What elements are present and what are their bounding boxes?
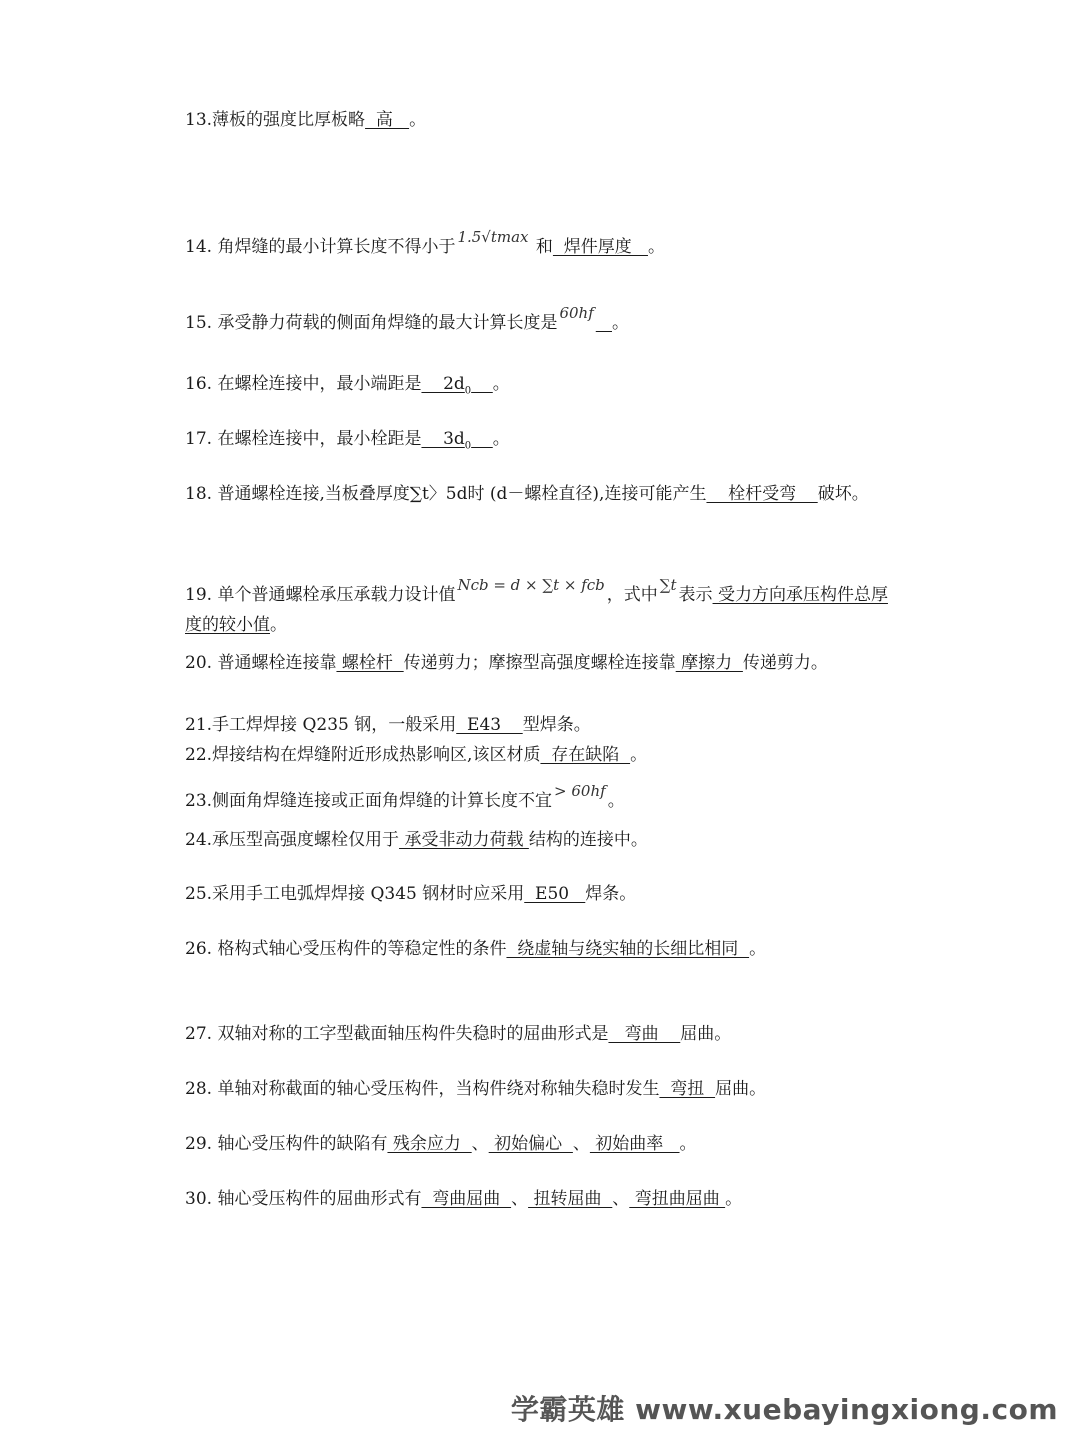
question-13: 13.薄板的强度比厚板略 高 。 (185, 110, 427, 130)
answer-blank-1: 残余应力 (387, 1134, 472, 1154)
answer-blank: 受力方向承压构件总厚度的较小值 (185, 585, 888, 635)
answer-blank: 栓杆受弯 (706, 484, 818, 504)
answer-blank: 绕虚轴与绕实轴的长细比相同 (506, 939, 750, 959)
question-24: 24.承压型高强度螺栓仅用于 承受非动力荷载 结构的连接中。 (185, 830, 648, 850)
question-22: 22.焊接结构在焊缝附近形成热影响区,该区材质 存在缺陷 。 (185, 745, 648, 765)
formula-sum-t: ∑t (659, 576, 677, 594)
formula-max-length: 60hf (559, 304, 594, 322)
answer-blank: 高 (365, 110, 410, 130)
question-30: 30. 轴心受压构件的屈曲形式有 弯曲屈曲 、 扭转屈曲 、 弯扭曲屈曲 。 (185, 1189, 743, 1209)
question-15: 15. 承受静力荷载的侧面角焊缝的最大计算长度是 60hf 。 (185, 308, 900, 338)
answer-blank: E50 (524, 884, 586, 904)
question-28: 28. 单轴对称截面的轴心受压构件，当构件绕对称轴失稳时发生 弯扭 屈曲。 (185, 1079, 767, 1099)
answer-blank: 承受非动力荷载 (399, 830, 529, 850)
answer-blank: 存在缺陷 (540, 745, 631, 765)
answer-blank-2: 摩擦力 (675, 653, 743, 673)
question-14: 14. 角焊缝的最小计算长度不得小于 1.5√tmax 和 焊件厚度 。 (185, 232, 900, 262)
watermark: 学霸英雄 www.xuebayingxiong.com (510, 1393, 1058, 1426)
answer-blank-2: 初始偏心 (488, 1134, 573, 1154)
answer-blank: $3d_0$ (421, 429, 472, 452)
question-27: 27. 双轴对称的工字型截面轴压构件失稳时的屈曲形式是 弯曲 屈曲。 (185, 1024, 732, 1044)
answer-blank-3: 弯扭曲屈曲 (629, 1189, 726, 1209)
answer-blank: E43 (456, 715, 523, 735)
question-25: 25.采用手工电弧焊焊接 Q345 钢材时应采用 E50 焊条。 (185, 884, 637, 904)
question-21: 21.手工焊焊接 Q235 钢，一般采用 E43 型焊条。 (185, 715, 591, 735)
formula-limit: > 60hf (554, 782, 606, 800)
formula-min-length: 1.5√tmax (457, 228, 529, 246)
question-19: 19. 单个普通螺栓承压承载力设计值 Ncb = d × ∑t × fcb ，式中 ∑t 表示 受力方向承压构件总厚度的较小值。 (185, 580, 900, 640)
answer-blank-2: 扭转屈曲 (528, 1189, 613, 1209)
question-23: 23.侧面角焊缝连接或正面角焊缝的计算长度不宜 > 60hf 。 (185, 786, 900, 816)
question-18: 18. 普通螺栓连接,当板叠厚度∑t〉5d时 (d－螺栓直径),连接可能产生 栓杆受弯 破坏。 (185, 484, 869, 504)
answer-blank: 焊件厚度 (552, 237, 648, 257)
formula-bearing-capacity: Ncb = d × ∑t × fcb (457, 576, 605, 594)
question-16: 16. 在螺栓连接中，最小端距是 $2d_0$ 。 (185, 374, 510, 397)
question-17: 17. 在螺栓连接中，最小栓距是 $3d_0$ 。 (185, 429, 510, 452)
question-29: 29. 轴心受压构件的缺陷有 残余应力 、 初始偏心 、 初始曲率 。 (185, 1134, 697, 1154)
answer-blank: $2d_0$ (421, 374, 472, 397)
answer-blank-1: 弯曲屈曲 (421, 1189, 512, 1209)
answer-blank: 弯曲 (608, 1024, 681, 1044)
question-26: 26. 格构式轴心受压构件的等稳定性的条件 绕虚轴与绕实轴的长细比相同 。 (185, 939, 767, 959)
question-20: 20. 普通螺栓连接靠 螺栓杆 传递剪力；摩擦型高强度螺栓连接靠 摩擦力 传递剪力。 (185, 653, 828, 673)
answer-blank-3: 初始曲率 (589, 1134, 680, 1154)
answer-blank (557, 304, 612, 333)
answer-blank: 弯扭 (659, 1079, 716, 1099)
answer-blank-1: 螺栓杆 (336, 653, 404, 673)
